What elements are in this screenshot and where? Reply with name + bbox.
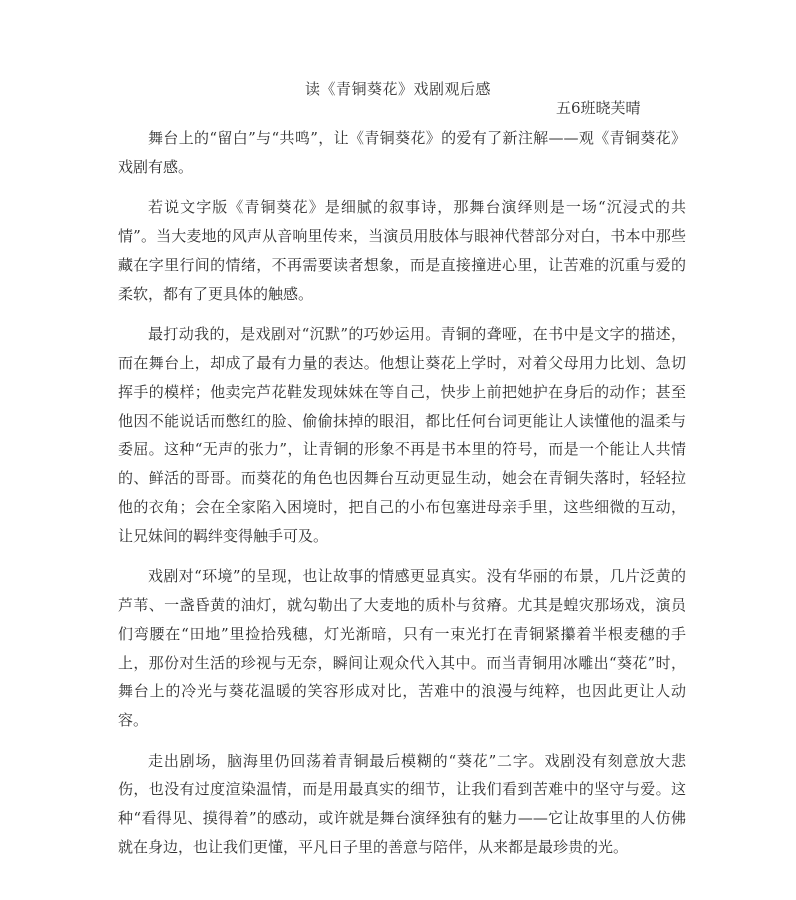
paragraph: 舞台上的“留白”与“共鸣”，让《青铜葵花》的爱有了新注解——观《青铜葵花》戏剧有感。 bbox=[118, 129, 686, 176]
document-body bbox=[118, 124, 686, 874]
paragraph: 戏剧对“环境”的呈现，也让故事的情感更显真实。没有华丽的布景，几片泛黄的芦苇、一盏昏黄的油灯，就勾勒出了大麦地的质朴与贫瘠。尤其是蝗灾那场戏，演员们弯腰在“田地”里捡拾残穗，灯光渐暗，只有一束光打在青铜紧攥着半根麦穗的手上，那份对生活的珍视与无奈，瞬间让观众代入其中。而当青铜用冰雕出“葵花”时，舞台上的冷光与葵花温暖的笑容形成对比，苦难中的浪漫与纯粹，也因此更让人动容。 bbox=[118, 567, 686, 730]
paragraph: 若说文字版《青铜葵花》是细腻的叙事诗，那舞台演绎则是一场“沉浸式的共情”。当大麦地的风声从音响里传来，当演员用肢体与眼神代替部分对白，书本中那些藏在字里行间的情绪，不再需要读者想象，而是直接撞进心里，让苦难的沉重与爱的柔软，都有了更具体的触感。 bbox=[118, 198, 686, 303]
paragraph: 最打动我的，是戏剧对“沉默”的巧妙运用。青铜的聋哑，在书中是文字的描述，而在舞台上，却成了最有力量的表达。他想让葵花上学时，对着父母用力比划、急切挥手的模样；他卖完芦花鞋发现妹妹在等自己，快步上前把她护在身后的动作；甚至他因不能说话而憋红的脸、偷偷抹掉的眼泪，都比任何台词更能让人读懂他的温柔与委屈。这种“无声的张力”，让青铜的形象不再是书本里的符号，而是一个能让人共情的、鲜活的哥哥。而葵花的角色也因舞台互动更显生动，她会在青铜失落时，轻轻拉他的衣角；会在全家陷入困境时，把自己的小布包塞进母亲手里，这些细微的互动，让兄妹间的羁绊变得触手可及。 bbox=[118, 325, 686, 545]
author-byline: 五6班晓芙晴 bbox=[556, 99, 641, 117]
paragraph: 走出剧场，脑海里仍回荡着青铜最后模糊的“葵花”二字。戏剧没有刻意放大悲伤，也没有过度渲染温情，而是用最真实的细节，让我们看到苦难中的坚守与爱。这种“看得见、摸得着”的感动，或许就是舞台演绎独有的魅力——它让故事里的人仿佛就在身边，也让我们更懂，平凡日子里的善意与陪伴，从来都是最珍贵的光。 bbox=[118, 751, 686, 857]
document-title: 读《青铜葵花》戏剧观后感 bbox=[304, 80, 491, 98]
